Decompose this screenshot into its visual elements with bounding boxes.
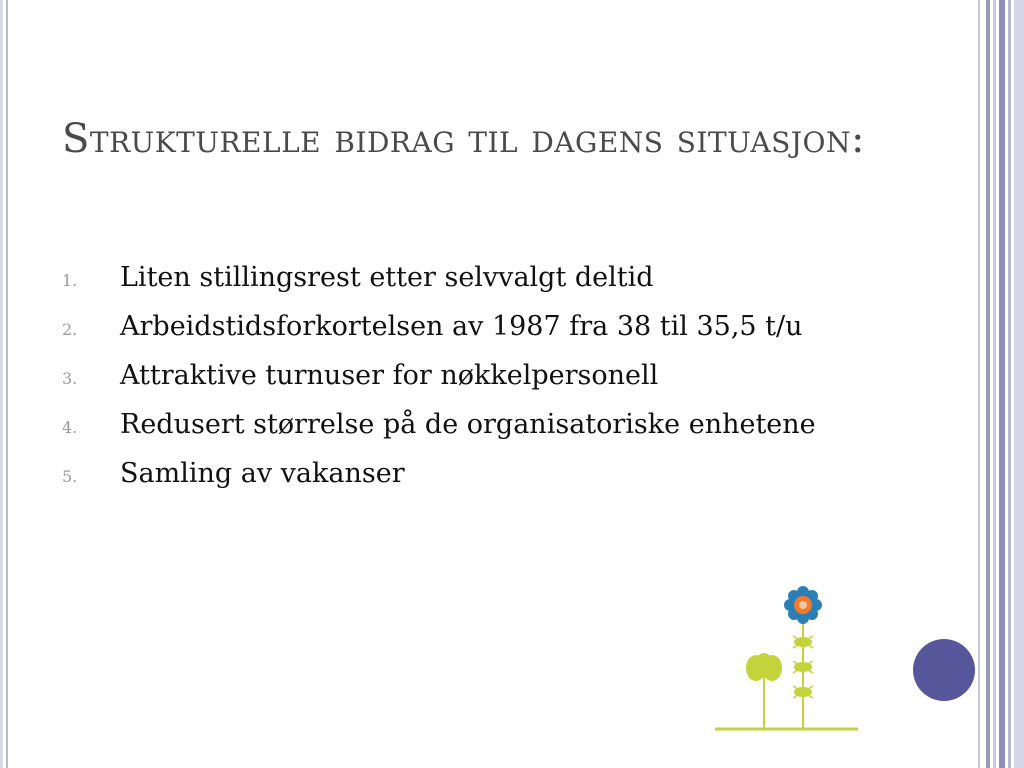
left-border-line: [6, 0, 8, 768]
list-item-text: Redusert størrelse på de organisatoriske enhetene: [120, 409, 816, 440]
list-item-text: Liten stillingsrest etter selvvalgt deltid: [120, 262, 654, 293]
flower-icon: [705, 578, 865, 738]
list-item: [62, 409, 942, 458]
right-stripe: [1014, 0, 1024, 768]
right-stripe: [999, 0, 1005, 768]
numbered-list: [62, 262, 942, 507]
right-stripe: [1008, 0, 1011, 768]
list-item-number: 5.: [62, 467, 78, 486]
list-item: [62, 360, 942, 409]
list-item-number: 3.: [62, 369, 78, 388]
list-item-text: Samling av vakanser: [120, 458, 405, 489]
list-item-number: 4.: [62, 418, 78, 437]
list-item-number: 1.: [62, 271, 78, 290]
list-item: [62, 458, 942, 507]
list-item: [62, 262, 942, 311]
right-stripe: [993, 0, 996, 768]
list-item-number: 2.: [62, 320, 78, 339]
list-item-text: Arbeidstidsforkortelsen av 1987 fra 38 til 35,5 t/u: [120, 311, 803, 342]
left-border: [0, 0, 3, 768]
right-stripe: [978, 0, 980, 768]
right-stripe: [986, 0, 990, 768]
decorative-circle: [913, 639, 975, 701]
slide-title: Strukturelle bidrag til dagens situasjon:: [62, 116, 865, 162]
list-item: [62, 311, 942, 360]
list-item-text: Attraktive turnuser for nøkkelpersonell: [120, 360, 659, 391]
